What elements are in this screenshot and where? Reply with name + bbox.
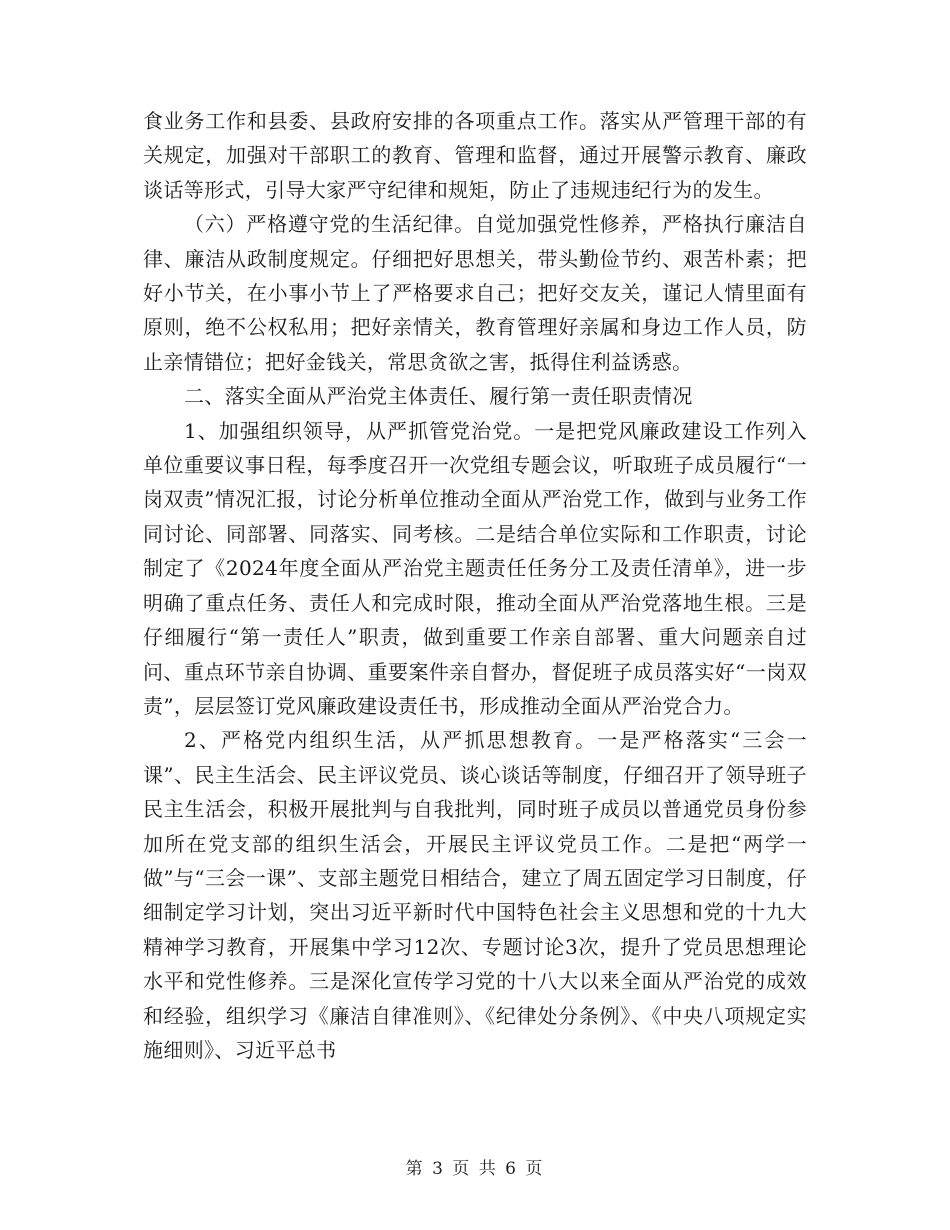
document-body (143, 104, 807, 1067)
page-number-footer: 第 3 页 共 6 页 (405, 1159, 545, 1179)
paragraph-life-discipline: （六）严格遵守党的生活纪律。自觉加强党性修养，严格执行廉洁自律、廉洁从政制度规定。仔细把好思想关，带头勤俭节约、艰苦朴素；把好小节关，在小事小节上了严格要求自己；把好交友关，谨记人情里面有原则，绝不公权私用；把好亲情关，教育管理好亲属和身边工作人员，防止亲情错位；把好金钱关，常思贪欲之害，抵得住利益诱惑。 (143, 212, 807, 374)
paragraph-organization-leadership: 1、加强组织领导，从严抓管党治党。一是把党风廉政建设工作列入单位重要议事日程，每季度召开一次党组专题会议，听取班子成员履行“一岗双责”情况汇报，讨论分析单位推动全面从严治党工作，做到与业务工作同讨论、同部署、同落实、同考核。二是结合单位实际和工作职责，讨论制定了《2024年度全面从严治党主题责任任务分工及责任清单》，进一步明确了重点任务、责任人和完成时限，推动全面从严治党落地生根。三是仔细履行“第一责任人”职责，做到重要工作亲自部署、重大问题亲自过问、重点环节亲自协调、重要案件亲自督办，督促班子成员落实好“一岗双责”，层层签订党风廉政建设责任书，形成推动全面从严治党合力。 (143, 418, 807, 718)
section-heading-responsibility: 二、落实全面从严治党主体责任、履行第一责任职责情况 (184, 384, 693, 409)
paragraph-continuation: 食业务工作和县委、县政府安排的各项重点工作。落实从严管理干部的有关规定，加强对干部职工的教育、管理和监督，通过开展警示教育、廉政谈话等形式，引导大家严守纪律和规矩，防止了违规违纪行为的发生。 (143, 109, 807, 202)
paragraph-party-organization-life: 2、严格党内组织生活，从严抓思想教育。一是严格落实“三会一课”、民主生活会、民主评议党员、谈心谈话等制度，仔细召开了领导班子民主生活会，积极开展批判与自我批判，同时班子成员以普通党员身份参加所在党支部的组织生活会，开展民主评议党员工作。二是把“两学一做”与“三会一课”、支部主题党日相结合，建立了周五固定学习日制度，仔细制定学习计划，突出习近平新时代中国特色社会主义思想和党的十九大精神学习教育，开展集中学习12次、专题讨论3次，提升了党员思想理论水平和党性修养。三是深化宣传学习党的十八大以来全面从严治党的成效和经验，组织学习《廉洁自律准则》、《纪律处分条例》、《中央八项规定实施细则》、习近平总书 (143, 728, 807, 1062)
